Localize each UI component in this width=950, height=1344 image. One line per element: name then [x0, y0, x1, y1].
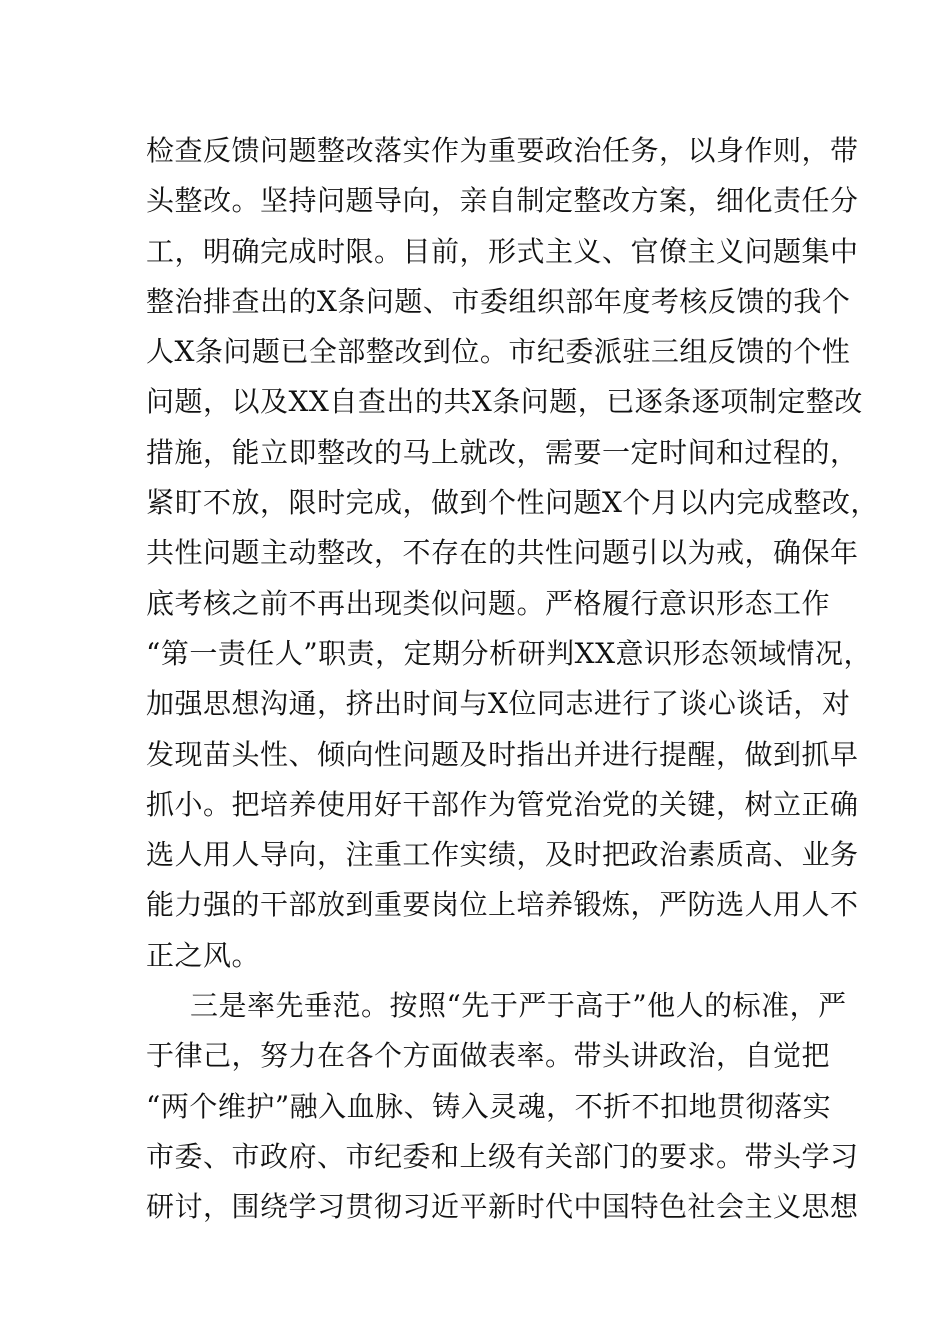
text-line: 于律己，努力在各个方面做表率。带头讲政治，自觉把 — [146, 1039, 831, 1073]
text-line: “第一责任人”职责，定期分析研判XX意识形态领域情况， — [146, 636, 872, 670]
text-line: 工，明确完成时限。目前，形式主义、官僚主义问题集中 — [146, 234, 859, 268]
text-line: 措施，能立即整改的马上就改，需要一定时间和过程的， — [146, 435, 859, 469]
text-line: 共性问题主动整改，不存在的共性问题引以为戒，确保年 — [146, 536, 859, 570]
paragraph-2 — [146, 981, 859, 1232]
text-line: 问题，以及XX自查出的共X条问题，已逐条逐项制定整改 — [146, 385, 863, 419]
text-line: 紧盯不放，限时完成，做到个性问题X个月以内完成整改， — [146, 486, 879, 520]
text-line: 检查反馈问题整改落实作为重要政治任务，以身作则，带 — [146, 134, 859, 167]
text-line: 底考核之前不再出现类似问题。严格履行意识形态工作 — [146, 586, 831, 620]
text-line: “两个维护”融入血脉、铸入灵魂，不折不扣地贯彻落实 — [146, 1089, 832, 1123]
text-line: 市委、市政府、市纪委和上级有关部门的要求。带头学习 — [146, 1139, 859, 1173]
text-line: 整治排查出的X条问题、市委组织部年度考核反馈的我个 — [146, 284, 851, 318]
text-line: 三是率先垂范。按照“先于严于高于”他人的标准，严 — [190, 989, 847, 1023]
text-line: 加强思想沟通，挤出时间与X位同志进行了谈心谈话，对 — [146, 687, 851, 721]
text-line: 研讨，围绕学习贯彻习近平新时代中国特色社会主义思想 — [146, 1190, 859, 1224]
text-line: 能力强的干部放到重要岗位上培养锻炼，严防选人用人不 — [146, 888, 859, 922]
text-line: 抓小。把培养使用好干部作为管党治党的关键，树立正确 — [146, 787, 859, 821]
paragraph-1 — [146, 126, 879, 981]
text-line: 正之风。 — [146, 938, 261, 972]
text-line: 选人用人导向，注重工作实绩，及时把政治素质高、业务 — [146, 838, 859, 872]
text-line: 发现苗头性、倾向性问题及时指出并进行提醒，做到抓早 — [146, 737, 859, 771]
text-line: 头整改。坚持问题导向，亲自制定整改方案，细化责任分 — [146, 184, 859, 218]
document-body — [146, 126, 879, 1233]
text-line: 人X条问题已全部整改到位。市纪委派驻三组反馈的个性 — [146, 335, 851, 369]
